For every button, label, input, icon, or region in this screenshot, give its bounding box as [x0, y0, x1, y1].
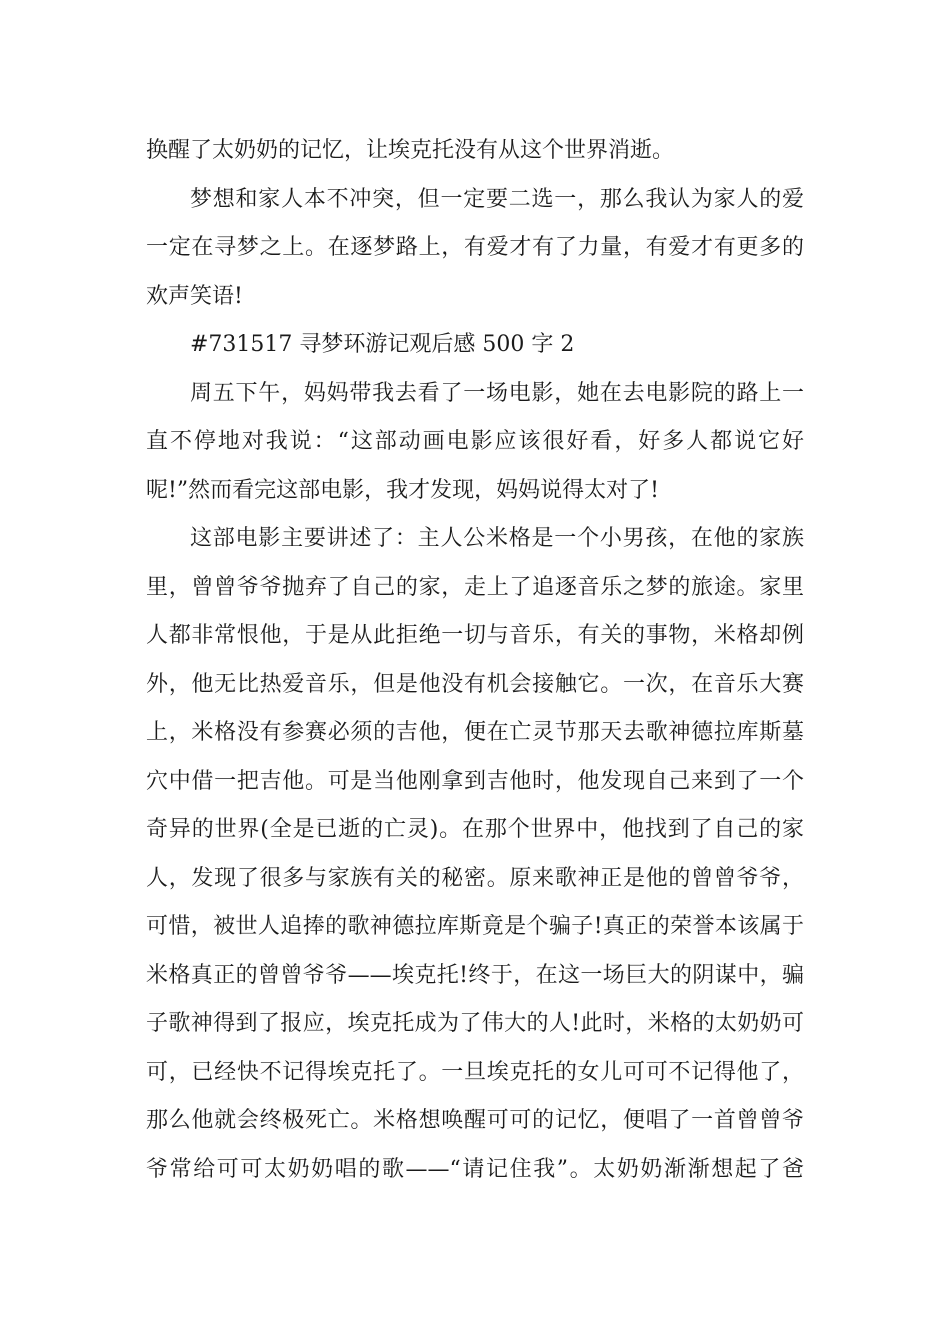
paragraph-line: 周五下午，妈妈带我去看了一场电影，她在去电影院的路上一	[190, 380, 804, 406]
paragraph-line: 那么他就会终极死亡。米格想唤醒可可的记忆，便唱了一首曾曾爷	[146, 1108, 804, 1133]
paragraph-line: 里，曾曾爷爷抛弃了自己的家，走上了追逐音乐之梦的旅途。家里	[146, 574, 804, 600]
paragraph-line: 爷常给可可太奶奶唱的歌——“请记住我”。太奶奶渐渐想起了爸	[146, 1156, 804, 1182]
paragraph-line: 可惜，被世人追捧的歌神德拉库斯竟是个骗子!真正的荣誉本该属于	[146, 914, 804, 939]
paragraph-line: 奇异的世界(全是已逝的亡灵)。在那个世界中，他找到了自己的家	[146, 817, 804, 842]
paragraph-line: 穴中借一把吉他。可是当他刚拿到吉他时，他发现自己来到了一个	[146, 768, 804, 794]
section-heading: #731517 寻梦环游记观后感 500 字 2	[190, 332, 575, 357]
paragraph-line: 直不停地对我说：“这部动画电影应该很好看，好多人都说它好	[146, 429, 804, 454]
paragraph-line: 人，发现了很多与家族有关的秘密。原来歌神正是他的曾曾爷爷，	[146, 865, 804, 891]
paragraph-line: 梦想和家人本不冲突，但一定要二选一，那么我认为家人的爱	[190, 186, 804, 212]
paragraph-line: 欢声笑语!	[146, 283, 243, 309]
document-body	[146, 127, 804, 1194]
paragraph-line: 换醒了太奶奶的记忆，让埃克托没有从这个世界消逝。	[146, 138, 675, 163]
paragraph-line: 可，已经快不记得埃克托了。一旦埃克托的女儿可可不记得他了，	[146, 1059, 804, 1085]
paragraph-line: 一定在寻梦之上。在逐梦路上，有爱才有了力量，有爱才有更多的	[146, 235, 804, 260]
paragraph-line: 上，米格没有参赛必须的吉他，便在亡灵节那天去歌神德拉库斯墓	[146, 720, 804, 745]
paragraph-line: 米格真正的曾曾爷爷——埃克托!终于，在这一场巨大的阴谋中，骗	[146, 962, 804, 988]
paragraph-line: 外，他无比热爱音乐，但是他没有机会接触它。一次，在音乐大赛	[146, 671, 804, 697]
paragraph-line: 这部电影主要讲述了：主人公米格是一个小男孩，在他的家族	[190, 526, 804, 551]
paragraph-line: 人都非常恨他，于是从此拒绝一切与音乐，有关的事物，米格却例	[146, 623, 804, 648]
paragraph-line: 呢!”然而看完这部电影，我才发现，妈妈说得太对了!	[146, 477, 659, 503]
paragraph-line: 子歌神得到了报应，埃克托成为了伟大的人!此时，米格的太奶奶可	[146, 1011, 804, 1036]
